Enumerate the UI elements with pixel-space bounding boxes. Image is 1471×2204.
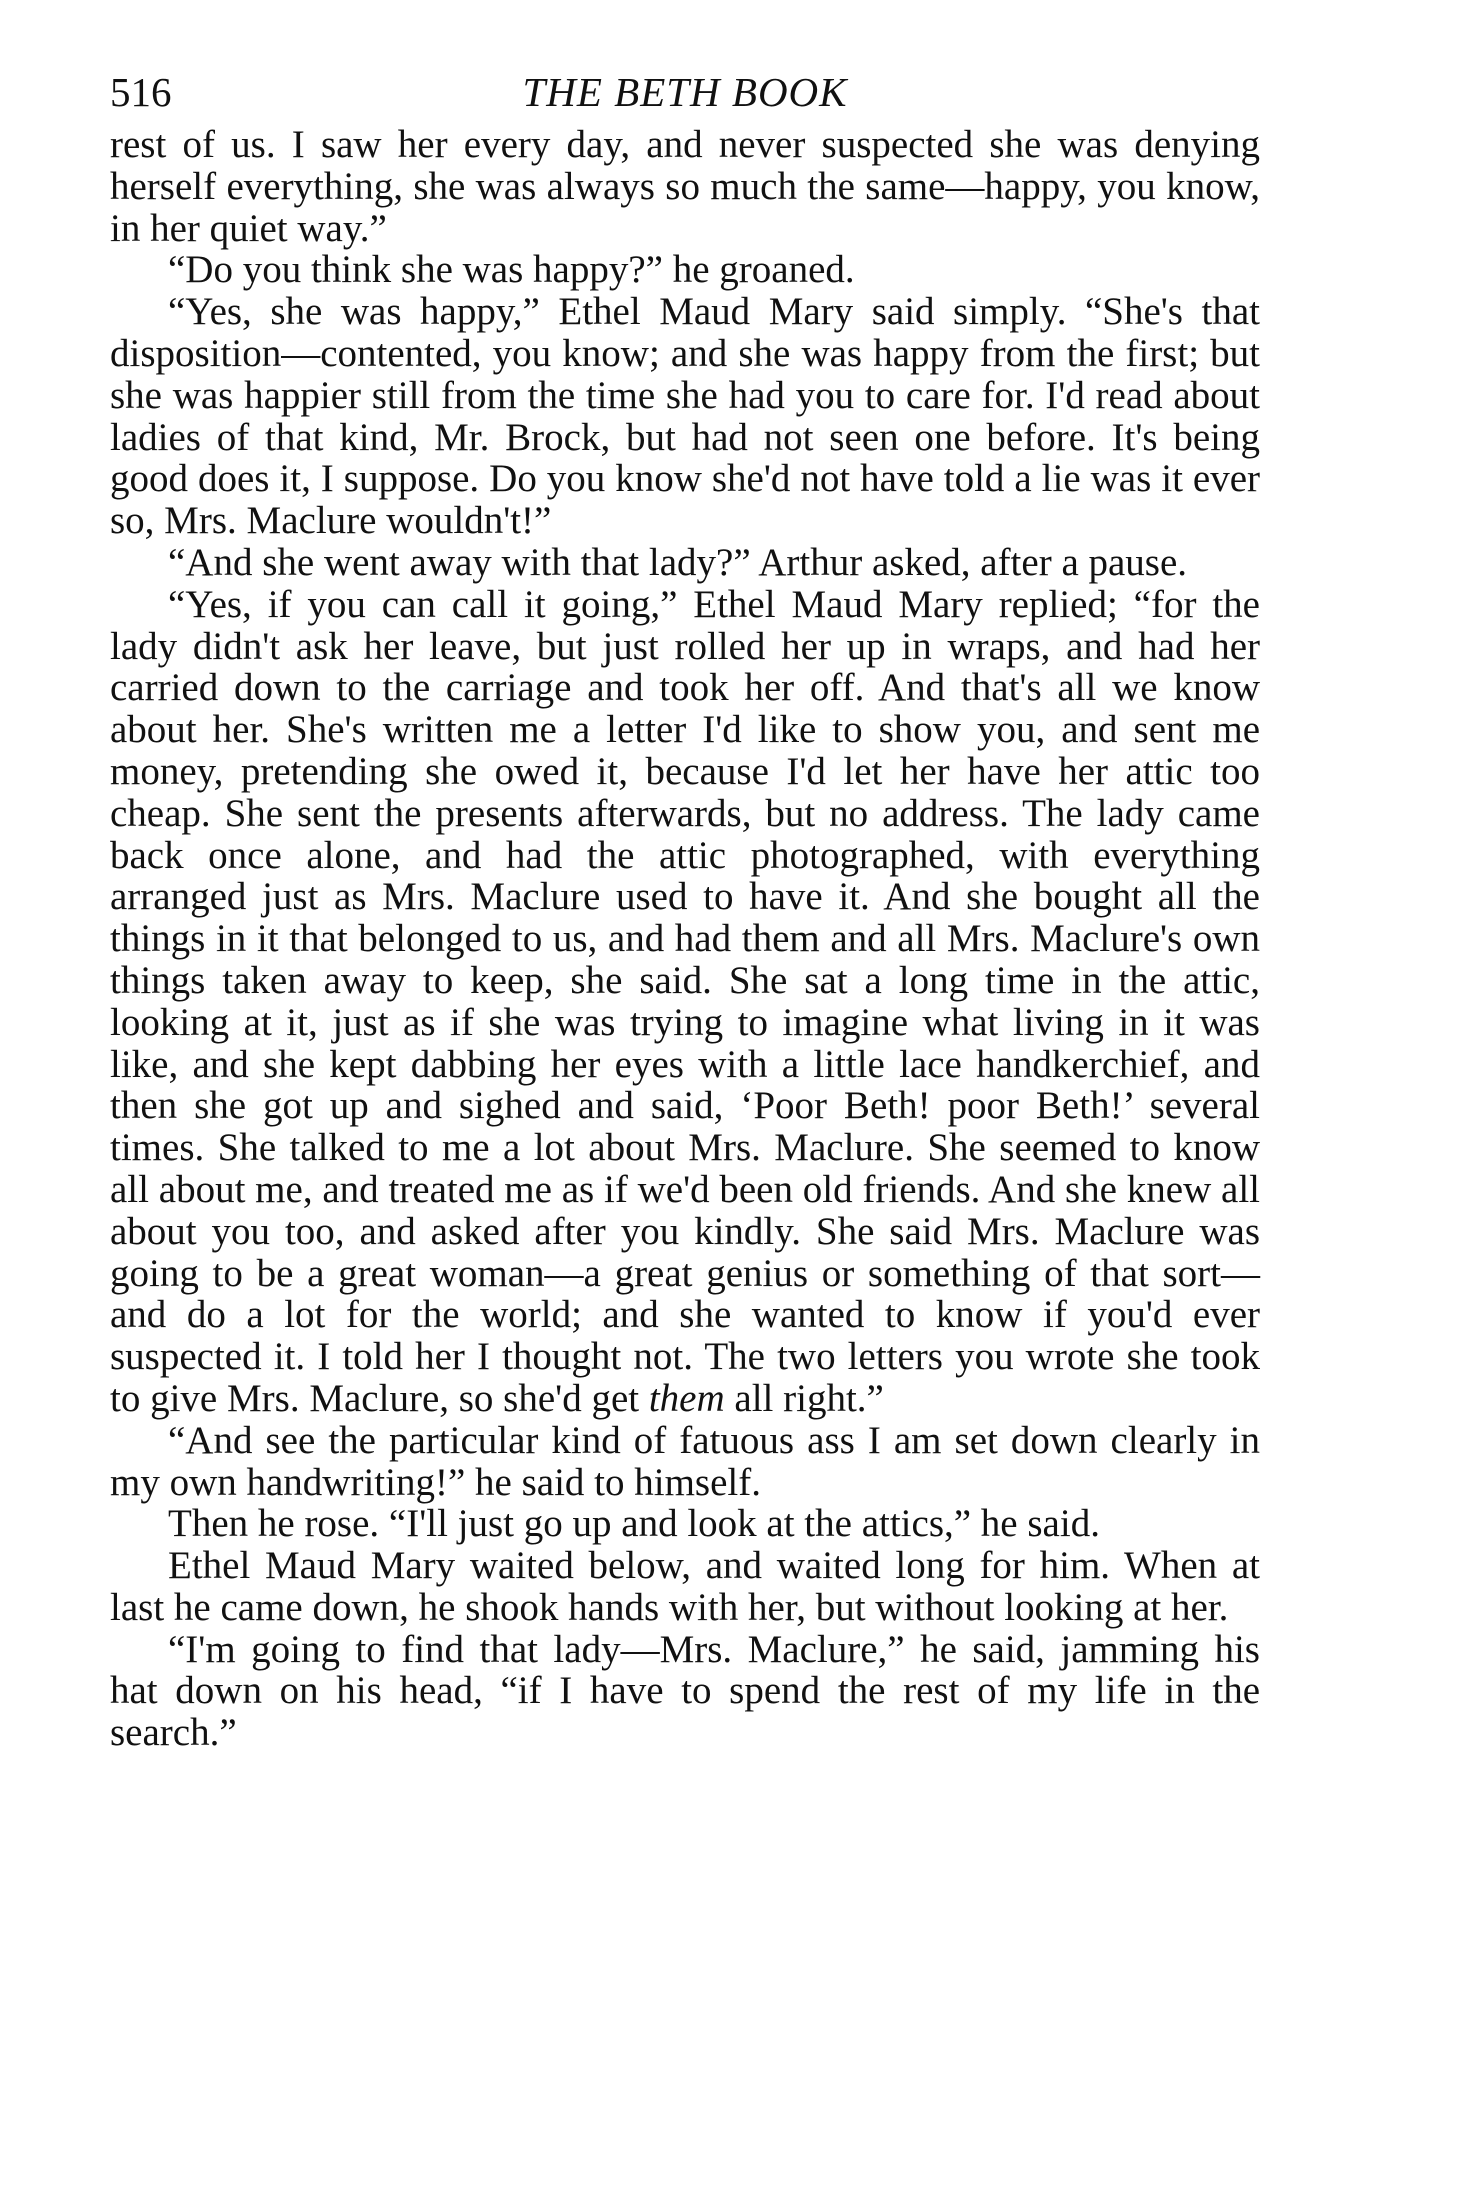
paragraph-8: Ethel Maud Mary waited below, and waited long for him. When at last he came down, he shook hands with her, but without looking at her. (110, 1544, 1260, 1629)
paragraph-7: Then he rose. “I'll just go up and look at the attics,” he said. (168, 1502, 1100, 1546)
paragraph-4: “And she went away with that lady?” Arthur asked, after a pause. (168, 540, 1188, 584)
paragraph-1: rest of us. I saw her every day, and never suspected she was denying herself everything, she was always so much the same—happy, you know, in her quiet way.” (110, 123, 1260, 250)
paragraph-3: “Yes, she was happy,” Ethel Maud Mary said simply. “She's that disposition—contented, you know; and she was happy from the first; but she was happier still from the time she had you to care for. I'd read about ladies of that kind, Mr. Brock, but had not seen one before. It's being good does it, I suppose. Do you know she'd not have told a lie was it ever so, Mrs. Maclure wouldn't!” (110, 290, 1260, 543)
paragraph-5-text: “Yes, if you can call it going,” Ethel Maud Mary replied; “for the lady didn't ask her leave, but just rolled her up in wraps, and had her carried down to the carriage and took her off. And that's all we know about her. She's written me a letter I'd like to show you, and sent me money, pretending she owed it, because I'd let her have her attic too cheap. She sent the presents afterwards, but no address. The lady came back once alone, and had the attic photographed, with everything arranged just as Mrs. Maclure used to have it. And she bought all the things in it that belonged to us, and had them and all Mrs. Maclure's own things taken away to keep, she said. She sat a long time in the attic, looking at it, just as if she was trying to imagine what living in it was like, and she kept dabbing her eyes with a little lace handkerchief, and then she got up and sighed and said, ‘Poor Beth! poor Beth!’ several times. She talked to me a lot about Mrs. Maclure. She seemed to know all about me, and treated me as if we'd been old friends. And she knew all about you too, and asked after you kindly. She said Mrs. Maclure was going to be a great woman—a great genius or something of that sort—and do a lot for the world; and she wanted to know if you'd ever suspected it. I told her I thought not. The two letters you wrote she took to give Mrs. Maclure, so she'd get (110, 582, 1260, 1420)
running-title: THE BETH BOOK (522, 69, 848, 115)
paragraph-6: “And see the particular kind of fatuous ass I am set down clearly in my own handwriting!” he said to himself. (110, 1418, 1260, 1504)
paragraph-2: “Do you think she was happy?” he groaned. (168, 248, 855, 292)
italic-word: them (648, 1376, 725, 1420)
page-number: 516 (110, 69, 172, 115)
page-header (110, 62, 1260, 122)
body-text (110, 124, 1260, 1754)
paragraph-5 (110, 584, 1260, 1420)
paragraph-5-ending: all right.” (724, 1376, 884, 1420)
book-page (110, 62, 1260, 1754)
paragraph-9: “I'm going to find that lady—Mrs. Maclure,” he said, jamming his hat down on his head, “if I have to spend the rest of my life in the search.” (110, 1627, 1260, 1755)
